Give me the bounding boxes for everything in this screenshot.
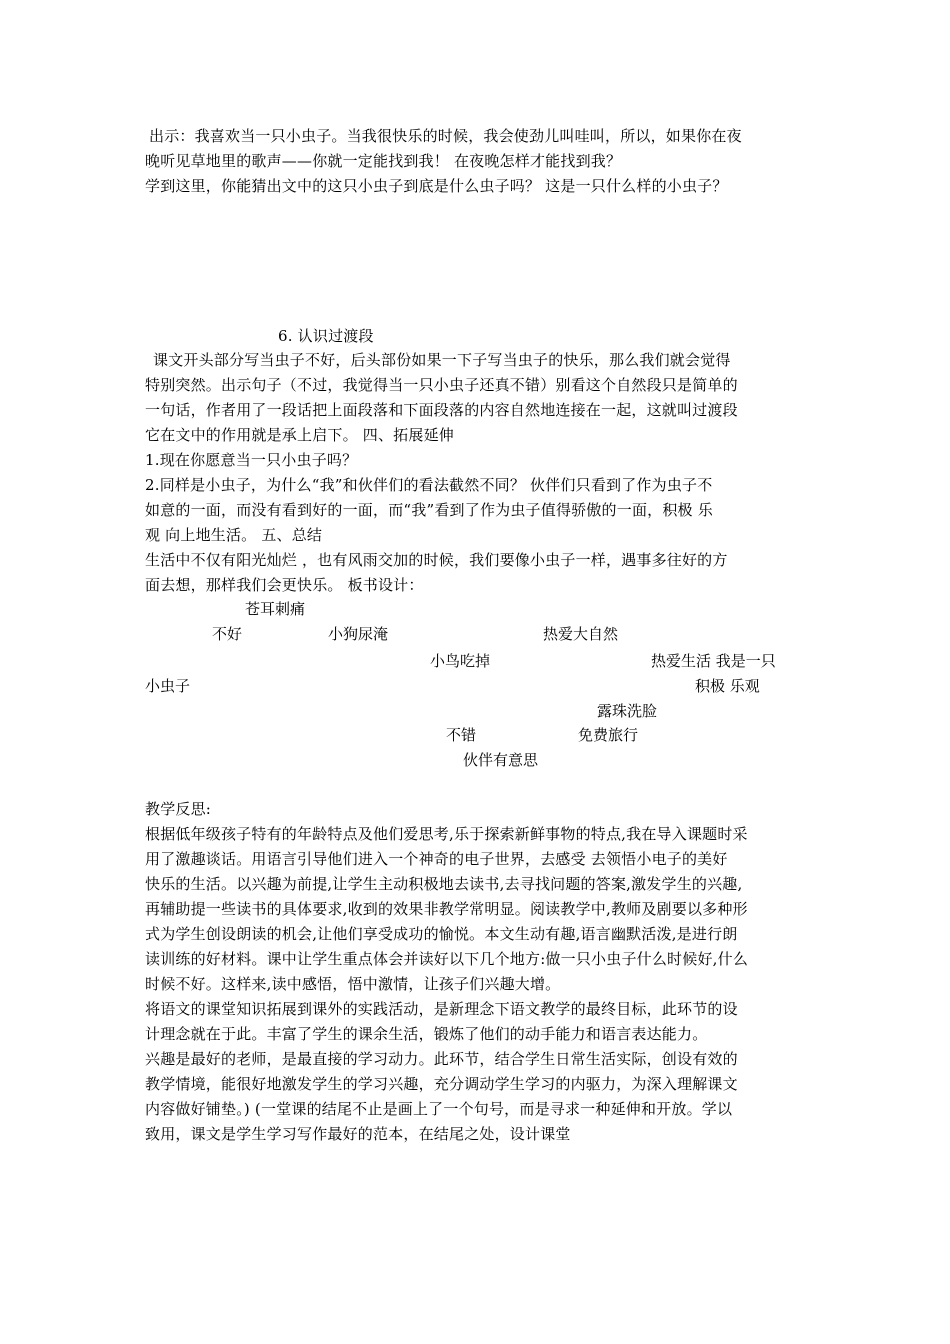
summary-line-2: 面去想，那样我们会更快乐。 板书设计： <box>145 576 424 594</box>
extension-question-1: 1.现在你愿意当一只小虫子吗？ <box>145 451 358 469</box>
section-6-line-3: 一句话，作者用了一段话把上面段落和下面段落的内容自然地连接在一起，这就叫过渡段 <box>145 401 738 419</box>
board-item: 不好 <box>212 625 243 643</box>
reflection-line-3: 快乐的生活。以兴趣为前提,让学生主动积极地去读书,去寻找问题的答案,激发学生的兴趣, <box>145 875 743 893</box>
board-item: 苍耳刺痛 <box>245 600 306 618</box>
reflection-line-5: 式为学生创设朗读的机会,让他们享受成功的愉悦。本文生动有趣,语言幽默活泼,是进行朗 <box>145 925 738 943</box>
board-item: 热爱大自然 <box>543 625 619 643</box>
reflection-line-1: 根据低年级孩子特有的年龄特点及他们爱思考,乐于探索新鲜事物的特点,我在导入课题时采 <box>145 825 748 843</box>
board-item: 伙伴有意思 <box>463 751 539 769</box>
reflection-line-12: 内容做好铺垫。) (一堂课的结尾不止是画上了一个句号，而是寻求一种延伸和开放。学以 <box>145 1100 733 1118</box>
intro-line-3: 学到这里，你能猜出文中的这只小虫子到底是什么虫子吗？ 这是一只什么样的小虫子？ <box>145 177 728 195</box>
board-item: 免费旅行 <box>578 726 639 744</box>
extension-question-2-line-1: 2.同样是小虫子，为什么“我”和伙伴们的看法截然不同？ 伙伴们只看到了作为虫子不 <box>145 476 713 494</box>
section-6-line-1: 课文开头部分写当虫子不好，后头部份如果一下子写当虫子的快乐，那么我们就会觉得 <box>153 351 731 369</box>
board-item: 小虫子 <box>145 677 191 695</box>
extension-question-2-line-3: 观 向上地生活。 五、总结 <box>145 526 323 544</box>
board-item: 热爱生活 我是一只 <box>651 652 776 670</box>
section-6-line-4: 它在文中的作用就是承上启下。 四、拓展延伸 <box>145 426 454 444</box>
reflection-line-8: 将语文的课堂知识拓展到课外的实践活动，是新理念下语文教学的最终目标，此环节的设 <box>145 1000 738 1018</box>
reflection-line-11: 教学情境，能很好地激发学生的学习兴趣，充分调动学生学习的内驱力，为深入理解课文 <box>145 1075 738 1093</box>
reflection-line-4: 再辅助提一些读书的具体要求,收到的效果非教学常明显。阅读教学中,教师及剧要以多种形 <box>145 900 748 918</box>
board-item: 小狗尿淹 <box>328 625 389 643</box>
board-item: 露珠洗脸 <box>597 702 658 720</box>
reflection-heading: 教学反思: <box>145 800 212 818</box>
intro-line-1: 出示：我喜欢当一只小虫子。当我很快乐的时候，我会使劲儿叫哇叫，所以，如果你在夜 <box>149 127 742 145</box>
reflection-line-9: 计理念就在于此。丰富了学生的课余生活，锻炼了他们的动手能力和语言表达能力。 <box>145 1025 708 1043</box>
reflection-line-6: 读训练的好材料。课中让学生重点体会并读好以下几个地方:做一只小虫子什么时候好,什么 <box>145 950 749 968</box>
reflection-line-10: 兴趣是最好的老师，是最直接的学习动力。此环节，结合学生日常生活实际，创设有效的 <box>145 1050 738 1068</box>
reflection-line-7: 时候不好。这样来,读中感悟，悟中激情，让孩子们兴趣大增。 <box>145 975 561 993</box>
reflection-line-2: 用了激趣谈话。用语言引导他们进入一个神奇的电子世界，去感受 去领悟小电子的美好 <box>145 850 728 868</box>
board-item: 不错 <box>446 726 477 744</box>
reflection-line-13: 致用，课文是学生学习写作最好的范本，在结尾之处，设计课堂 <box>145 1125 571 1143</box>
section-6-line-2: 特别突然。出示句子（不过，我觉得当一只小虫子还真不错）别看这个自然段只是简单的 <box>145 376 738 394</box>
board-item: 积极 乐观 <box>695 677 760 695</box>
summary-line-1: 生活中不仅有阳光灿烂 ，也有风雨交加的时候，我们要像小虫子一样，遇事多往好的方 <box>145 551 728 569</box>
section-6-heading: 6. 认识过渡段 <box>278 327 374 345</box>
board-item: 小鸟吃掉 <box>430 652 491 670</box>
intro-line-2: 晚听见草地里的歌声——你就一定能找到我！ 在夜晚怎样才能找到我？ <box>145 152 622 170</box>
extension-question-2-line-2: 如意的一面，而没有看到好的一面，而“我”看到了作为虫子值得骄傲的一面，积极 乐 <box>145 501 713 519</box>
